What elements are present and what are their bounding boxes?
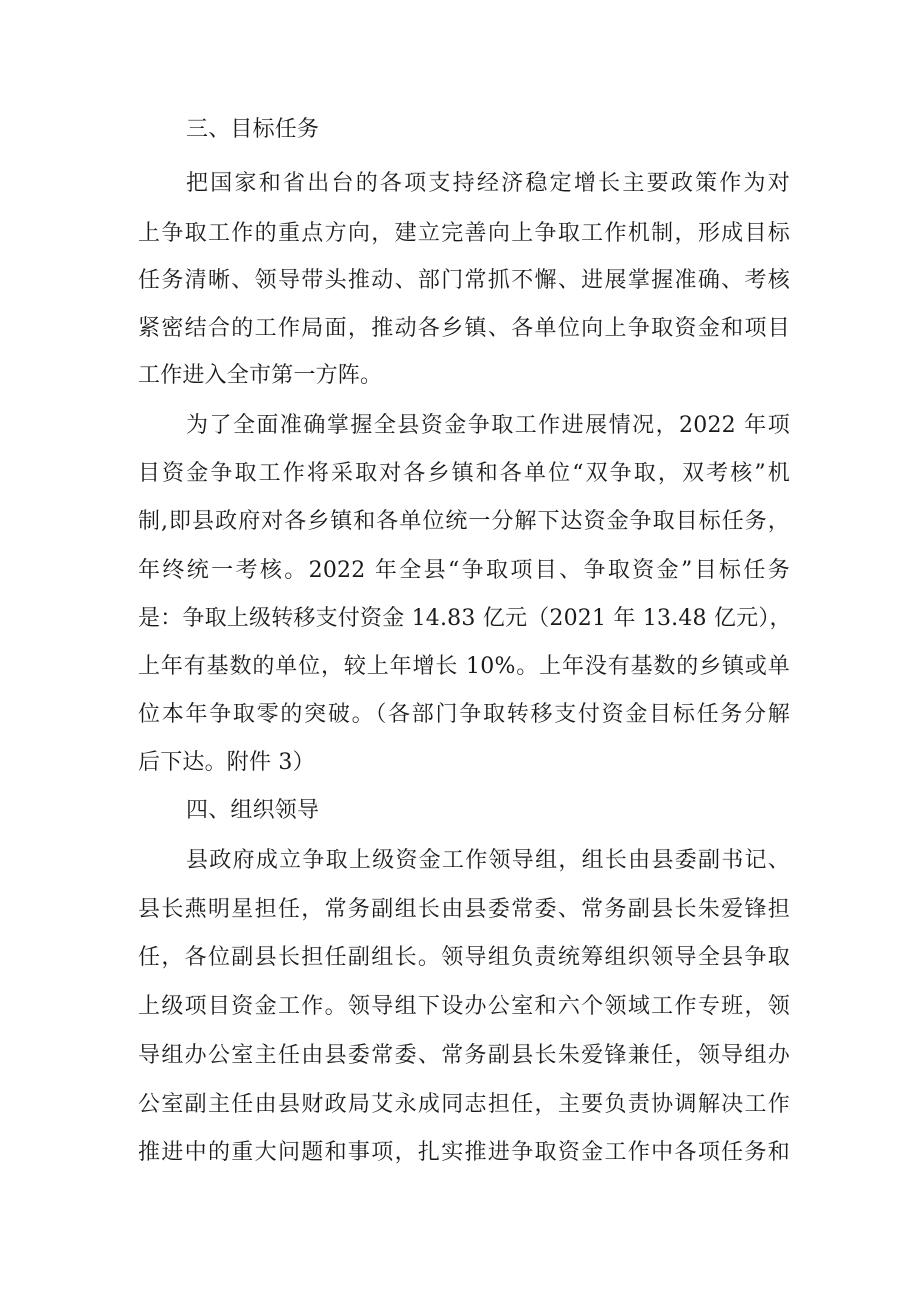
paragraph-line: 上争取工作的重点方向，建立完善向上争取工作机制，形成目标: [138, 221, 790, 246]
paragraph-line: 公室副主任由县财政局艾永成同志担任，主要负责协调解决工作: [138, 1092, 790, 1117]
paragraph-line: 县长燕明星担任，常务副组长由县委常委、常务副县长朱爱锋担: [138, 897, 790, 922]
section-heading-leadership: 四、组织领导: [186, 798, 320, 823]
paragraph-line: 制,即县政府对各乡镇和各单位统一分解下达资金争取目标任务，: [138, 509, 790, 534]
paragraph-line: 位本年争取零的突破。（各部门争取转移支付资金目标任务分解: [138, 702, 790, 727]
paragraph-line: 为了全面准确掌握全县资金争取工作进展情况，2022 年项: [186, 413, 790, 438]
paragraph-line: 县政府成立争取上级资金工作领导组，组长由县委副书记、: [186, 848, 790, 873]
paragraph-line: 推进中的重大问题和事项，扎实推进争取资金工作中各项任务和: [138, 1140, 790, 1165]
paragraph-line: 任，各位副县长担任副组长。领导组负责统筹组织领导全县争取: [138, 945, 790, 970]
paragraph-line: 年终统一考核。2022 年全县“争取项目、争取资金”目标任务: [138, 558, 790, 583]
paragraph-line: 是：争取上级转移支付资金 14.83 亿元（2021 年 13.48 亿元），: [138, 606, 792, 631]
paragraph-line: 紧密结合的工作局面，推动各乡镇、各单位向上争取资金和项目: [138, 316, 790, 341]
paragraph-line: 任务清晰、领导带头推动、部门常抓不懈、进展掌握准确、考核: [138, 268, 790, 293]
paragraph-line: 后下达。附件 3）: [138, 750, 315, 775]
paragraph-line: 上级项目资金工作。领导组下设办公室和六个领域工作专班，领: [138, 994, 790, 1019]
paragraph-line: 目资金争取工作将采取对各乡镇和各单位“双争取，双考核”机: [138, 461, 790, 486]
paragraph-line: 导组办公室主任由县委常委、常务副县长朱爱锋兼任，领导组办: [138, 1043, 790, 1068]
paragraph-line: 上年有基数的单位，较上年增长 10%。上年没有基数的乡镇或单: [138, 654, 790, 679]
paragraph-line: 工作进入全市第一方阵。: [138, 363, 383, 388]
section-heading-goals: 三、目标任务: [186, 117, 320, 142]
paragraph-line: 把国家和省出台的各项支持经济稳定增长主要政策作为对: [186, 171, 790, 196]
